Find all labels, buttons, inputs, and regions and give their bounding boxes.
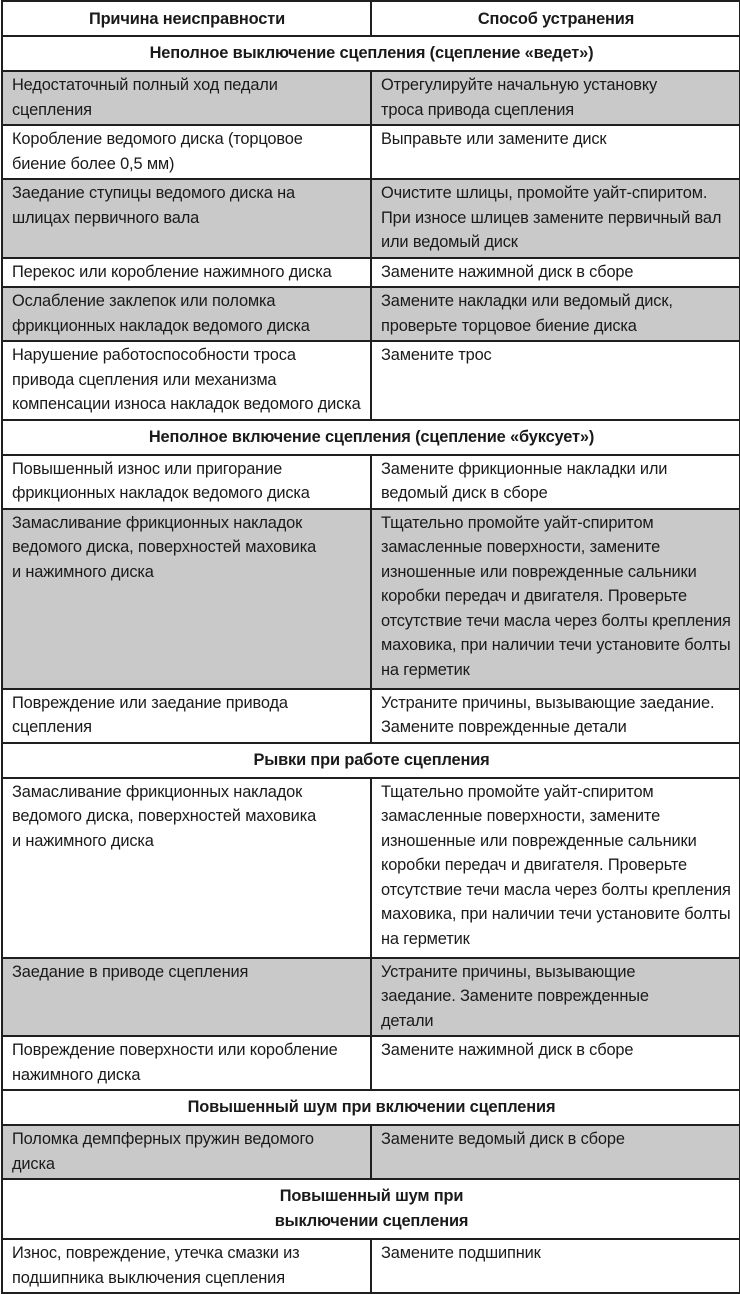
fix-text: Тщательно промойте уайт-спиритом замасленные поверхности, замените изношенные или поврежденные сальники коробки передач и двигателя. Проверьте отсутствие течи масла через болты крепления маховика, при наличии течи установите болты на герметик [381,513,731,679]
troubleshooting-table [1,0,740,1294]
fix-cell [371,455,740,509]
fix-cell [371,778,740,958]
fix-text: Отрегулируйте начальную установку троса привода сцепления [381,76,658,119]
table-row [2,179,740,258]
cause-cell [2,455,371,509]
fix-text: Устраните причины, вызывающие заедание. Замените поврежденные детали [381,693,715,736]
cause-cell [2,341,371,420]
section-title-text: Неполное выключение сцепления (сцепление «ведет») [149,44,594,62]
table-row [2,1125,740,1179]
table-row [2,455,740,509]
cause-cell [2,125,371,179]
cause-cell [2,509,371,689]
cause-text: Ослабление заклепок или поломка фрикционных накладок ведомого диска [12,292,310,335]
table-row [2,341,740,420]
table-row [2,1036,740,1090]
cause-text: Повреждение поверхности или коробление нажимного диска [12,1041,338,1084]
table-row [2,287,740,341]
table-row [2,258,740,288]
section-title [2,1090,740,1125]
cause-text: Замасливание фрикционных накладок ведомого диска, поверхностей маховика и нажимного диска [12,513,317,581]
fix-text: Замените фрикционные накладки или ведомый диск в сборе [381,459,668,502]
table-body [2,36,740,1293]
column-header-fix: Способ устранения [371,1,740,36]
fix-cell [371,1125,740,1179]
fix-cell [371,258,740,288]
section-title-text: Неполное включение сцепления (сцепление «буксует») [148,427,595,446]
table-header-row [2,1,740,36]
table-row [2,509,740,689]
fix-cell [371,287,740,341]
section-header-row [2,36,740,71]
cause-cell [2,778,371,958]
section-title-text: Повышенный шум при включении сцепления [187,1098,556,1116]
table-row [2,689,740,743]
fix-text: Очистите шлицы, промойте уайт-спиритом. При износе шлицев замените первичный вал или ведомый диск [381,184,722,251]
cause-text: Повреждение или заедание привода сцепления [12,693,288,736]
fix-text: Замените нажимной диск в сборе [381,262,634,281]
table-row [2,778,740,958]
cause-cell [2,71,371,125]
section-title [2,743,740,778]
section-header-row [2,743,740,778]
cause-cell [2,287,371,341]
cause-text: Нарушение работоспособности троса привода сцепления или механизма компенсации износа накладок ведомого диска [12,346,361,413]
section-header-row [2,1179,740,1239]
section-title [2,420,740,455]
cause-cell [2,1239,371,1293]
cause-text: Замасливание фрикционных накладок ведомого диска, поверхностей маховика и нажимного диска [12,782,317,850]
cause-cell [2,179,371,258]
section-title-text: Рывки при работе сцепления [253,750,490,769]
table-row [2,125,740,179]
cause-text: Поломка демпферных пружин ведомого диска [12,1130,314,1173]
fix-cell [371,179,740,258]
section-title [2,1179,740,1239]
cause-text: Заедание ступицы ведомого диска на шлицах первичного вала [12,184,295,227]
fix-text: Замените накладки или ведомый диск, проверьте торцовое биение диска [381,292,673,335]
table-row [2,958,740,1037]
column-header-cause: Причина неисправности [2,1,371,36]
fix-text: Замените трос [381,346,492,364]
fix-cell [371,689,740,743]
cause-cell [2,258,371,288]
cause-text: Перекос или коробление нажимного диска [12,262,332,281]
cause-text: Износ, повреждение, утечка смазки из подшипника выключения сцепления [12,1244,300,1287]
cause-cell [2,958,371,1037]
fix-cell [371,1239,740,1293]
fix-text: Замените ведомый диск в сборе [381,1130,625,1148]
document-page [1,0,739,1294]
fix-text: Замените нажимной диск в сборе [381,1041,634,1059]
section-title-text: Повышенный шум при выключении сцепления [274,1187,469,1230]
fix-cell [371,341,740,420]
cause-cell [2,1125,371,1179]
fix-text: Замените подшипник [381,1244,541,1262]
fix-cell [371,958,740,1037]
cause-text: Коробление ведомого диска (торцовое биение более 0,5 мм) [12,130,303,173]
cause-cell [2,1036,371,1090]
fix-cell [371,509,740,689]
section-header-row [2,420,740,455]
section-title [2,36,740,71]
fix-text: Выправьте или замените диск [381,130,607,148]
fix-text: Тщательно промойте уайт-спиритом замасленные поверхности, замените изношенные или поврежденные сальники коробки передач и двигателя. Проверьте отсутствие течи масла через болты крепления маховика, при наличии течи установите болты на герметик [381,782,731,948]
fix-cell [371,125,740,179]
section-header-row [2,1090,740,1125]
cause-text: Повышенный износ или пригорание фрикционных накладок ведомого диска [12,459,310,502]
table-row [2,1239,740,1293]
cause-cell [2,689,371,743]
fix-cell [371,71,740,125]
cause-text: Заедание в приводе сцепления [12,962,249,981]
fix-text: Устраните причины, вызывающие заедание. Замените поврежденные детали [381,962,649,1030]
fix-cell [371,1036,740,1090]
table-row [2,71,740,125]
cause-text: Недостаточный полный ход педали сцепления [12,76,278,119]
